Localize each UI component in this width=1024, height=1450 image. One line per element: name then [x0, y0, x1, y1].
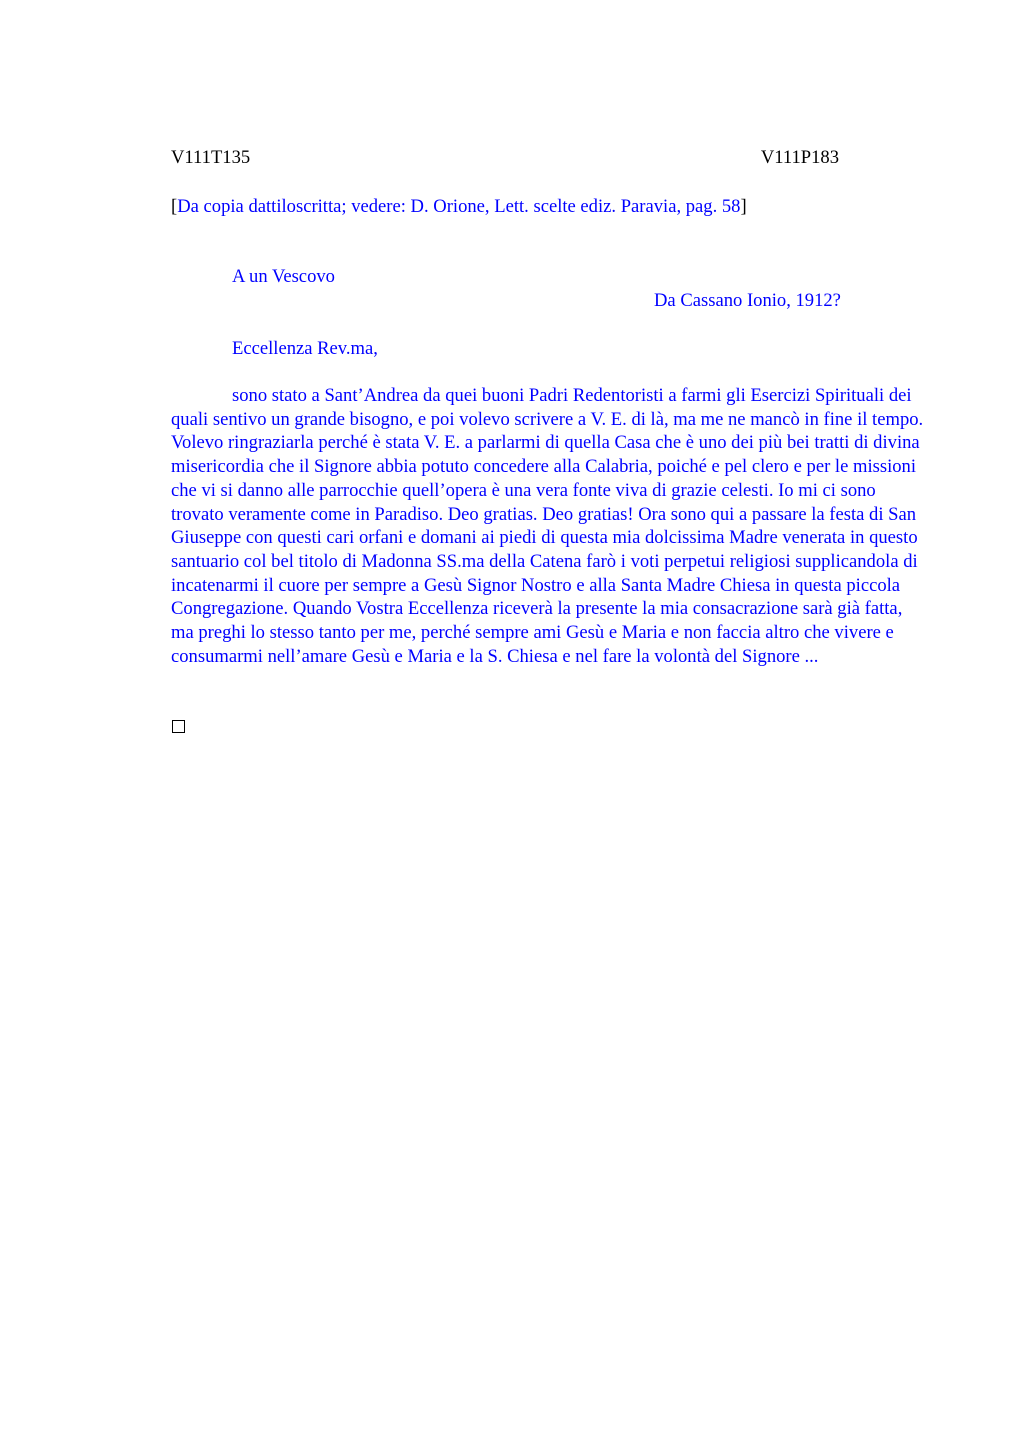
source-note: [171, 195, 747, 219]
document-header: [171, 146, 839, 170]
letter-recipient: A un Vescovo: [232, 266, 335, 287]
document-id-right: V111P183: [760, 147, 839, 168]
source-note-close-bracket: ]: [740, 196, 747, 217]
source-note-text: Da copia dattiloscritta; vedere: D. Orione, Lett. scelte ediz. Paravia, pag. 58: [177, 196, 741, 217]
letter-salutation: Eccellenza Rev.ma,: [232, 338, 378, 359]
letter-place-date: Da Cassano Ionio, 1912?: [654, 290, 841, 311]
document-id-left: V111T135: [171, 147, 251, 168]
end-of-text-box: [172, 720, 185, 733]
letter-body: sono stato a Sant’Andrea da quei buoni Padri Redentoristi a farmi gli Esercizi Spirituali dei quali sentivo un grande bisogno, e poi volevo scrivere a V. E. di là, ma me ne mancò in fine il tempo. Volevo ringraziarla perché è stata V. E. a parlarmi di quella Casa che è uno dei più bei tratti di divina misericordia che il Signore abbia potuto concedere alla Calabria, poiché e pel clero e per le missioni che vi si danno alle parrocchie quell’opera è una vera fonte viva di grazie celesti. Io mi ci sono trovato veramente come in Paradiso. Deo gratias. Deo gratias! Ora sono qui a passare la festa di San Giuseppe con questi cari orfani e domani ai piedi di questa mia dolcissima Madre venerata in questo santuario col bel titolo di Madonna SS.ma della Catena farò i voti perpetui religiosi supplicandola di incatenarmi il cuore per sempre a Gesù Signor Nostro e alla Santa Madre Chiesa in questa piccola Congregazione. Quando Vostra Eccellenza riceverà la presente la mia consacrazione sarà già fatta, ma preghi lo stesso tanto per me, perché sempre ami Gesù e Maria e non faccia altro che vivere e consumarmi nell’amare Gesù e Maria e la S. Chiesa e nel fare la volontà del Signore ...: [171, 385, 924, 667]
source-note-open-bracket: [: [171, 196, 178, 217]
